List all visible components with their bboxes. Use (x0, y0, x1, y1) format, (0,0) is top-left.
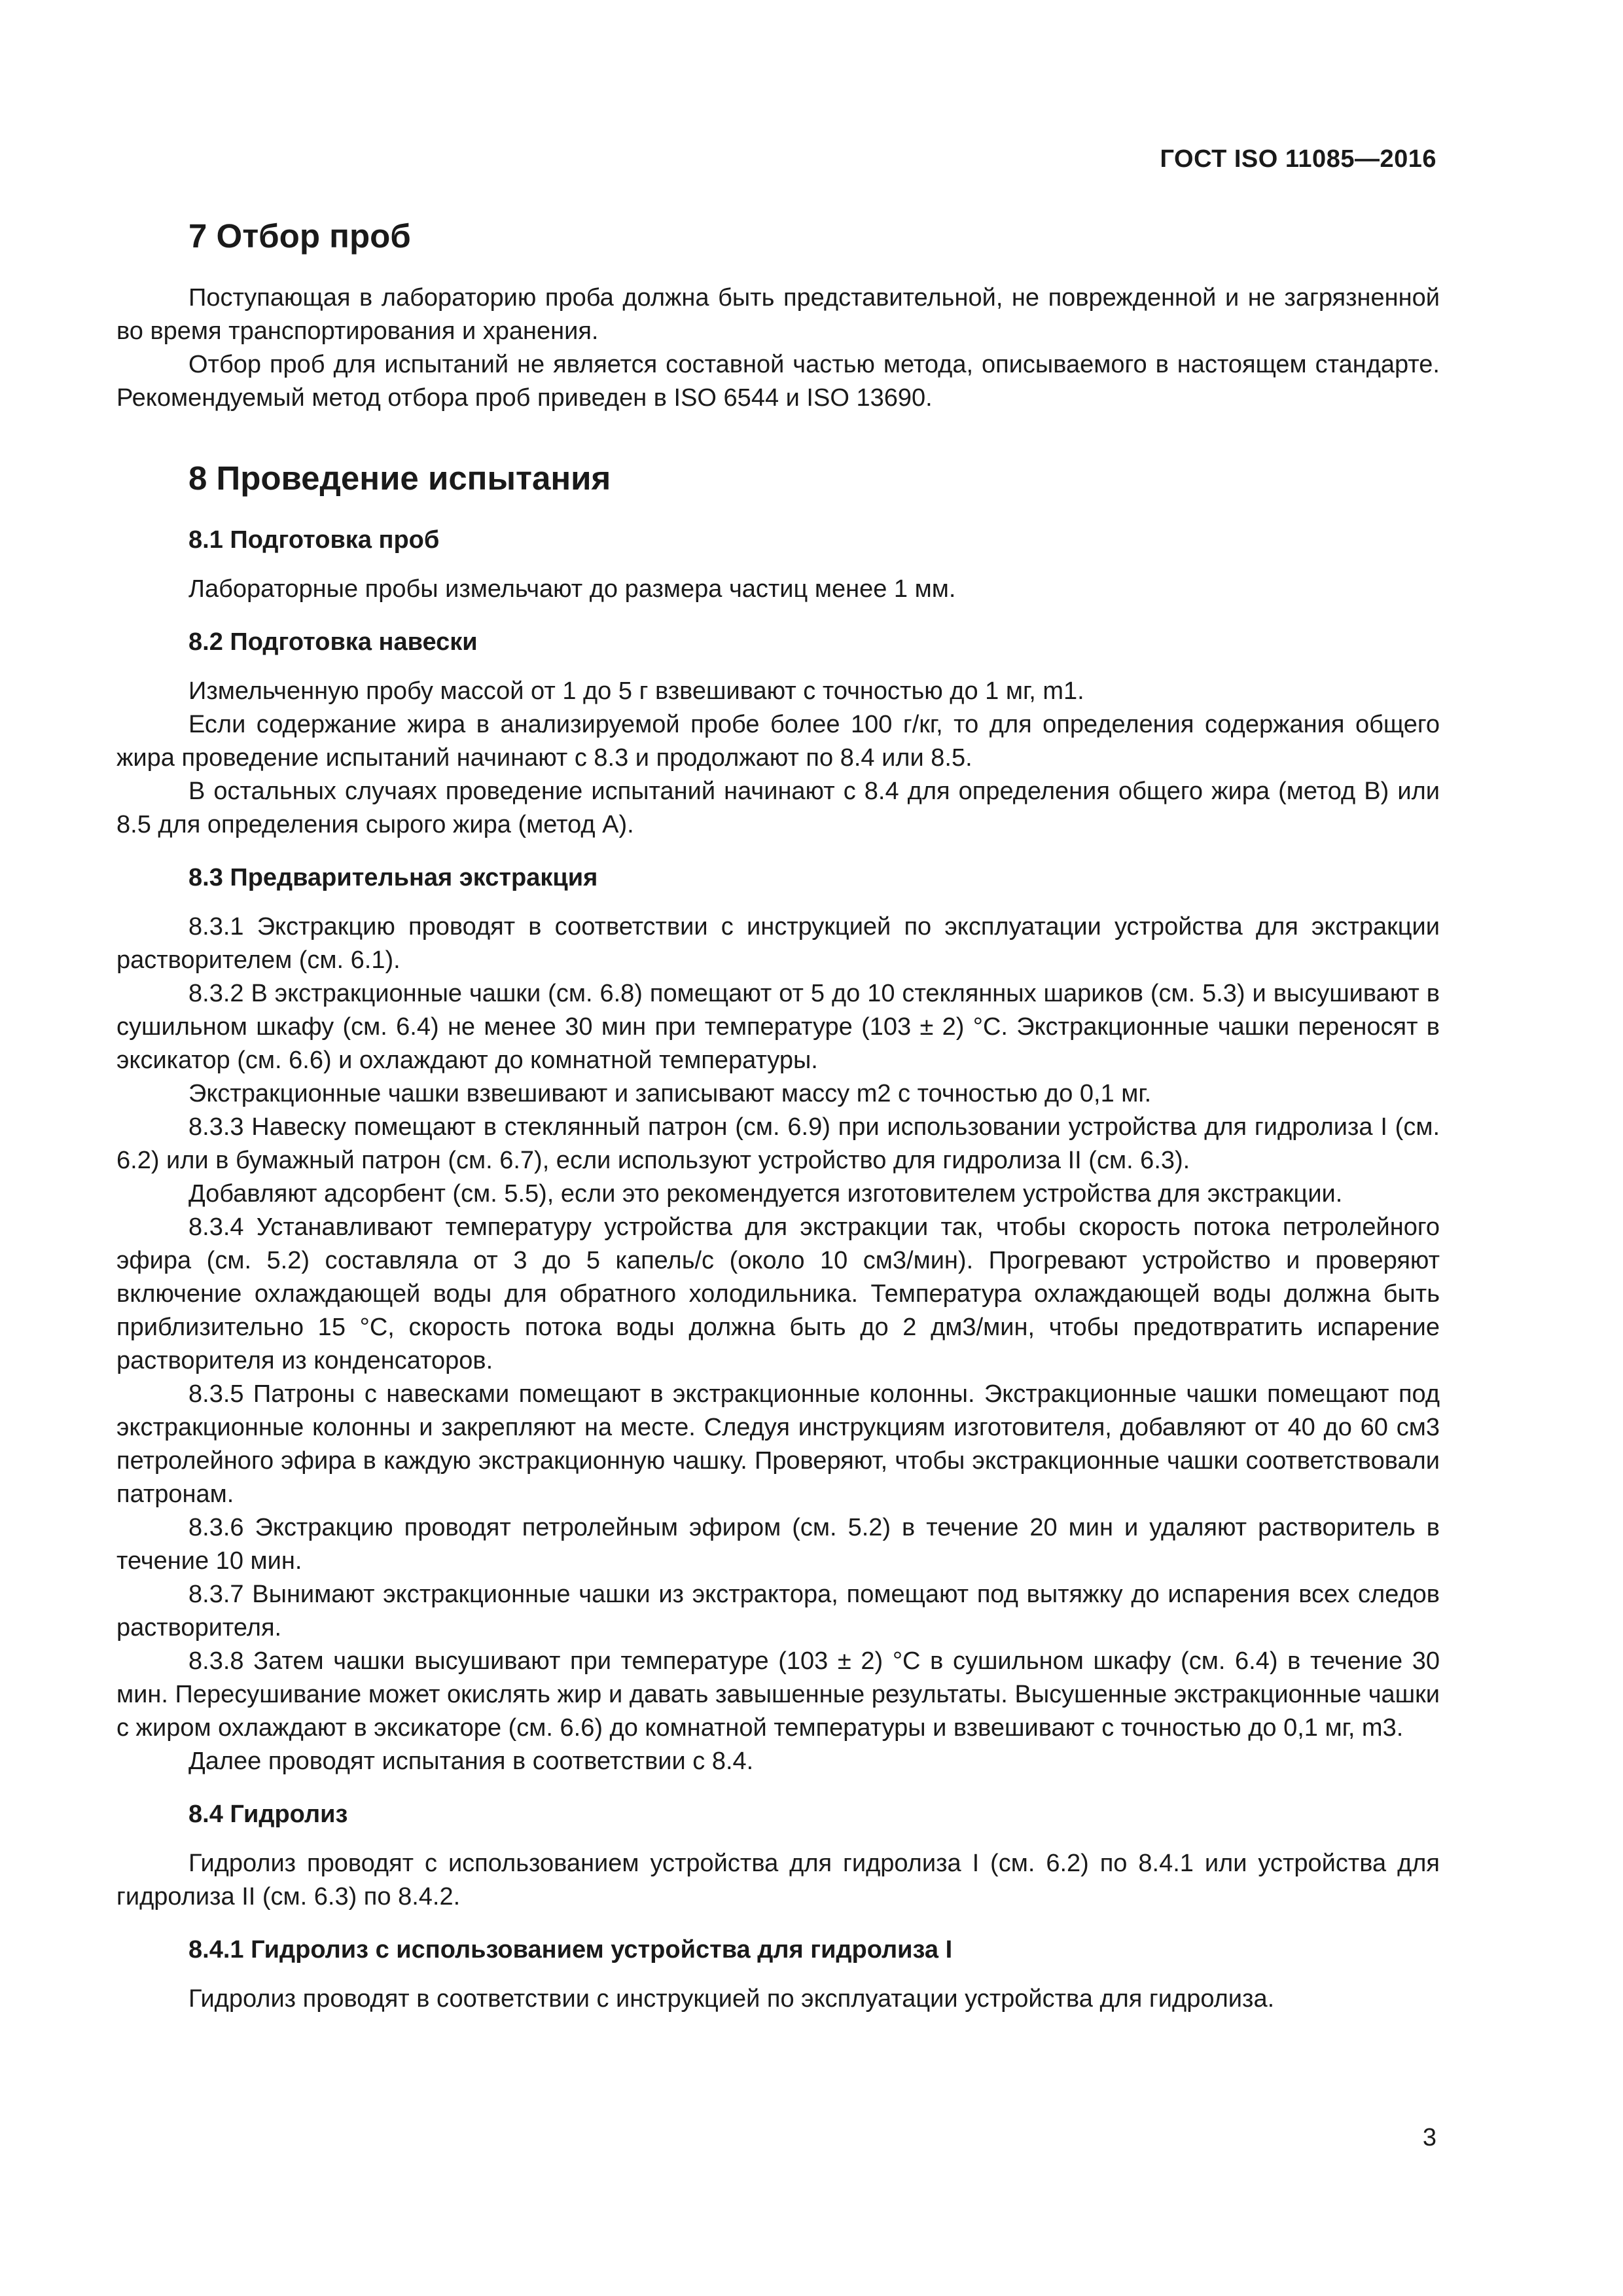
para-8-3-1: 8.3.1 Экстракцию проводят в соответствии с инструкцией по эксплуатации устройства для экстракции растворителем (см. 6.1). (116, 913, 1440, 974)
para-8-3-8: 8.3.8 Затем чашки высушивают при температуре (103 ± 2) °С в сушильном шкафу (см. 6.4) в течение 30 мин. Пересушивание может окислять жир и давать завышенные результаты. Высушенные экстракционные чашки с жиром охлаждают в эксикаторе (см. 6.6) до комнатной температуры и взвешивают с точностью до 0,1 мг, m3. (116, 1647, 1440, 1742)
section-8-4-paragraph: Гидролиз проводят с использованием устройства для гидролиза I (см. 6.2) по 8.4.1 или устройства для гидролиза II (см. 6.3) по 8.4.2. (116, 1850, 1440, 1910)
section-8-1-title: 8.1 Подготовка проб (188, 526, 440, 554)
document-body (116, 216, 1440, 2016)
para-8-3-4: 8.3.4 Устанавливают температуру устройства для экстракции так, чтобы скорость потока петролейного эфира (см. 5.2) составляла от 3 до 5 капель/с (около 10 см3/мин). Прогревают устройство и проверяют включение охлаждающей воды для обратного холодильника. Температура охлаждающей воды должна быть приблизительно 15 °С, скорость потока воды должна быть до 2 дм3/мин, чтобы предотвратить испарение растворителя из конденсаторов. (116, 1213, 1440, 1374)
section-8-4-1-paragraph: Гидролиз проводят в соответствии с инструкцией по эксплуатации устройства для гидролиза. (188, 1985, 1275, 2013)
para-8-3-8-next: Далее проводят испытания в соответствии с 8.4. (188, 1748, 754, 1775)
para-8-3-7: 8.3.7 Вынимают экстракционные чашки из экстрактора, помещают под вытяжку до испарения всех следов растворителя. (116, 1581, 1440, 1641)
section-8-2-paragraph-3: В остальных случаях проведение испытаний начинают с 8.4 для определения общего жира (метод В) или 8.5 для определения сырого жира (метод А). (116, 778, 1440, 838)
para-8-3-3-adsorbent: Добавляют адсорбент (см. 5.5), если это рекомендуется изготовителем устройства для экстракции. (188, 1180, 1343, 1208)
section-8-3-title: 8.3 Предварительная экстракция (188, 864, 598, 891)
section-7-title: 7 Отбор проб (188, 217, 411, 255)
para-8-3-3: 8.3.3 Навеску помещают в стеклянный патрон (см. 6.9) при использовании устройства для гидролиза I (см. 6.2) или в бумажный патрон (см. 6.7), если используют устройство для гидролиза II (см. 6.3). (116, 1113, 1440, 1174)
para-8-3-6: 8.3.6 Экстракцию проводят петролейным эфиром (см. 5.2) в течение 20 мин и удаляют растворитель в течение 10 мин. (116, 1514, 1440, 1575)
para-8-3-2: 8.3.2 В экстракционные чашки (см. 6.8) помещают от 5 до 10 стеклянных шариков (см. 5.3) и высушивают в сушильном шкафу (см. 6.4) не менее 30 мин при температуре (103 ± 2) °С. Экстракционные чашки переносят в эксикатор (см. 6.6) и охлаждают до комнатной температуры. (116, 980, 1440, 1074)
section-8-4-1-title: 8.4.1 Гидролиз с использованием устройства для гидролиза I (188, 1936, 953, 1964)
page-number: 3 (1422, 2124, 1436, 2151)
section-7-paragraph-2: Отбор проб для испытаний не является составной частью метода, описываемого в настоящем стандарте. Рекомендуемый метод отбора проб приведен в ISO 6544 и ISO 13690. (116, 351, 1440, 412)
para-8-3-2-mass: Экстракционные чашки взвешивают и записывают массу m2 с точностью до 0,1 мг. (188, 1080, 1152, 1107)
section-8-1-paragraph: Лабораторные пробы измельчают до размера частиц менее 1 мм. (188, 575, 956, 603)
section-8-2-paragraph-2: Если содержание жира в анализируемой пробе более 100 г/кг, то для определения содержания общего жира проведение испытаний начинают с 8.3 и продолжают по 8.4 или 8.5. (116, 711, 1440, 772)
section-8-2-title: 8.2 Подготовка навески (188, 628, 478, 656)
section-7-paragraph-1: Поступающая в лабораторию проба должна быть представительной, не поврежденной и не загрязненной во время транспортирования и хранения. (116, 284, 1440, 345)
para-8-3-5: 8.3.5 Патроны с навесками помещают в экстракционные колонны. Экстракционные чашки помещают под экстракционные колонны и закрепляют на месте. Следуя инструкциям изготовителя, добавляют от 40 до 60 см3 петролейного эфира в каждую экстракционную чашку. Проверяют, чтобы экстракционные чашки соответствовали патронам. (116, 1380, 1440, 1508)
section-8-2-paragraph-1: Измельченную пробу массой от 1 до 5 г взвешивают с точностью до 1 мг, m1. (188, 677, 1084, 705)
document-header: ГОСТ ISO 11085—2016 (1160, 145, 1436, 173)
section-8-title: 8 Проведение испытания (188, 459, 611, 497)
section-8-4-title: 8.4 Гидролиз (188, 1801, 348, 1828)
